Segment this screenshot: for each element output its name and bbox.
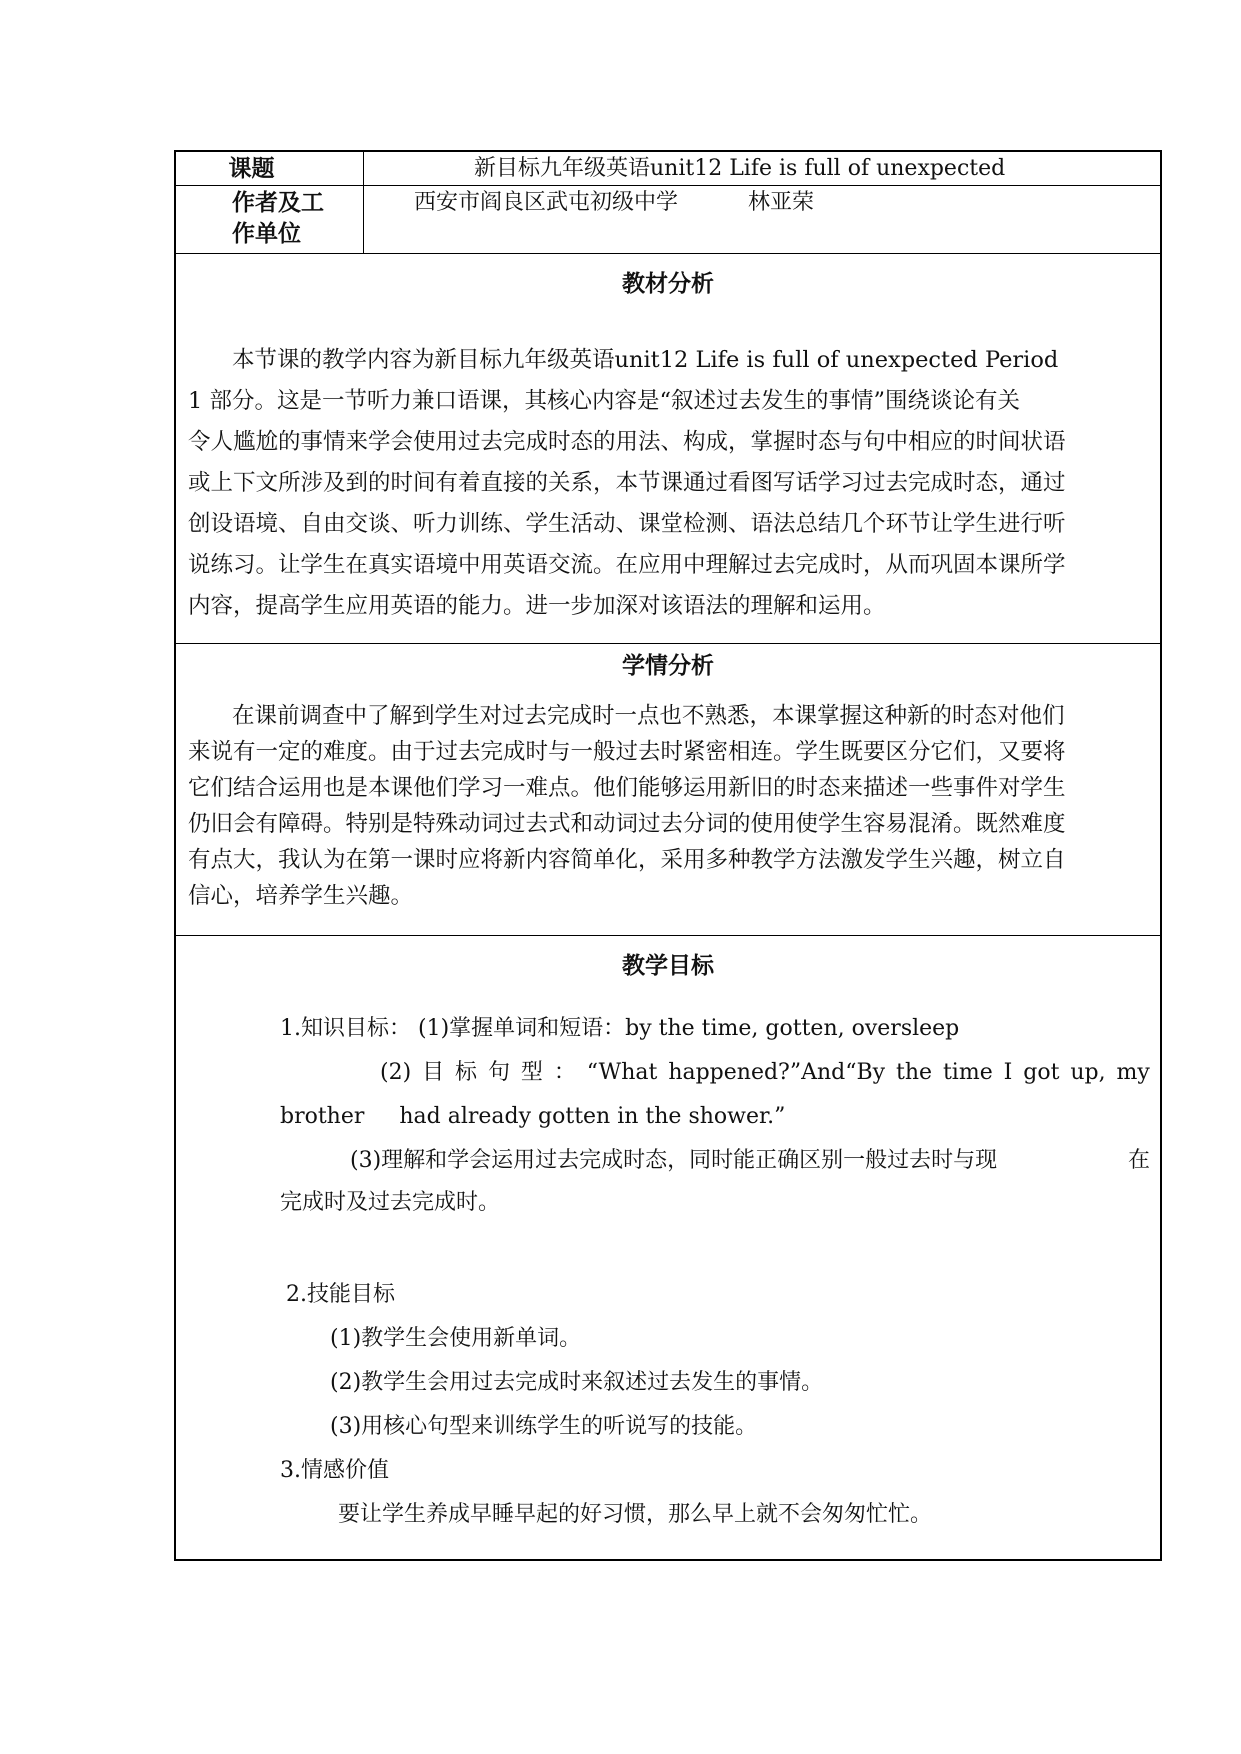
teaching-objectives-section — [176, 936, 1160, 1559]
text-line: 令人尴尬的事情来学会使用过去完成时态的用法、构成，掌握时态与句中相应的时间状语 — [188, 429, 1066, 455]
emotion-objective-text: 要让学生养成早睡早起的好习惯，那么早上就不会匆匆忙忙。 — [338, 1502, 933, 1527]
knowledge-objective-line: 1.知识目标： (1)掌握单词和短语：by the time, gotten, oversleep — [280, 1016, 960, 1041]
text-line: 内容，提高学生应用英语的能力。进一步加深对该语法的理解和运用。 — [188, 593, 886, 619]
textbook-analysis-text — [176, 340, 1160, 627]
skill-objective-item: (2)教学生会用过去完成时来叙述过去发生的事情。 — [330, 1370, 824, 1395]
text-line: 仍旧会有障碍。特别是特殊动词过去式和动词过去分词的使用使学生容易混淆。既然难度 — [188, 811, 1066, 837]
school-name: 西安市阎良区武屯初级中学 — [414, 190, 679, 215]
student-analysis-title: 学情分析 — [622, 653, 714, 679]
author-label — [176, 186, 364, 253]
knowledge-objective-3-cont: 完成时及过去完成时。 — [280, 1190, 501, 1215]
student-analysis-section — [176, 644, 1160, 936]
author-row — [176, 186, 1160, 254]
target-sentence-line: (2) 目 标 句 型 ： “What happened?”And“By the time I got up, my — [380, 1060, 1150, 1085]
teaching-objectives-title: 教学目标 — [622, 953, 714, 979]
student-analysis-text — [176, 698, 1160, 914]
author-label-line2: 作单位 — [232, 221, 301, 247]
text-line: 信心，培养学生兴趣。 — [188, 883, 414, 909]
author-value — [364, 186, 1160, 253]
text-line: 它们结合运用也是本课他们学习一难点。他们能够运用新旧的时态来描述一些事件对学生 — [188, 775, 1066, 801]
text-line: 有点大，我认为在第一课时应将新内容简单化，采用多种教学方法激发学生兴趣，树立自 — [188, 847, 1066, 873]
textbook-analysis-title: 教材分析 — [622, 271, 714, 297]
skill-objective-item: (3)用核心句型来训练学生的听说写的技能。 — [330, 1414, 758, 1439]
teacher-name: 林亚荣 — [748, 190, 815, 215]
lesson-plan-table — [174, 150, 1162, 1561]
text-line: 创设语境、自由交谈、听力训练、学生活动、课堂检测、语法总结几个环节让学生进行听 — [188, 511, 1066, 537]
skill-objective-title: 2.技能目标 — [286, 1282, 395, 1307]
text-line: 1 部分。这是一节听力兼口语课，其核心内容是“叙述过去发生的事情”围绕谈论有关 — [188, 388, 1020, 414]
text-line: 本节课的教学内容为新目标九年级英语unit12 Life is full of unexpected Period — [232, 347, 1059, 373]
author-label-line1: 作者及工 — [232, 190, 324, 216]
text-line: 说练习。让学生在真实语境中用英语交流。在应用中理解过去完成时，从而巩固本课所学 — [188, 552, 1066, 578]
target-sentence-cont: brother had already gotten in the shower.” — [280, 1104, 786, 1129]
topic-label: 课题 — [176, 152, 364, 185]
emotion-objective-title: 3.情感价值 — [280, 1458, 389, 1483]
text-line: 来说有一定的难度。由于过去完成时与一般过去时紧密相连。学生既要区分它们，又要将 — [188, 739, 1066, 765]
text-line: 或上下文所涉及到的时间有着直接的关系，本节课通过看图写话学习过去完成时态，通过 — [188, 470, 1066, 496]
text-line: 在课前调查中了解到学生对过去完成时一点也不熟悉，本课掌握这种新的时态对他们 — [232, 703, 1065, 729]
textbook-analysis-section — [176, 254, 1160, 644]
topic-value: 新目标九年级英语unit12 Life is full of unexpected — [474, 156, 1006, 181]
knowledge-objective-3: (3)理解和学会运用过去完成时态，同时能正确区别一般过去时与现 在 — [350, 1148, 1150, 1173]
topic-row — [176, 152, 1160, 186]
skill-objective-item: (1)教学生会使用新单词。 — [330, 1326, 582, 1351]
